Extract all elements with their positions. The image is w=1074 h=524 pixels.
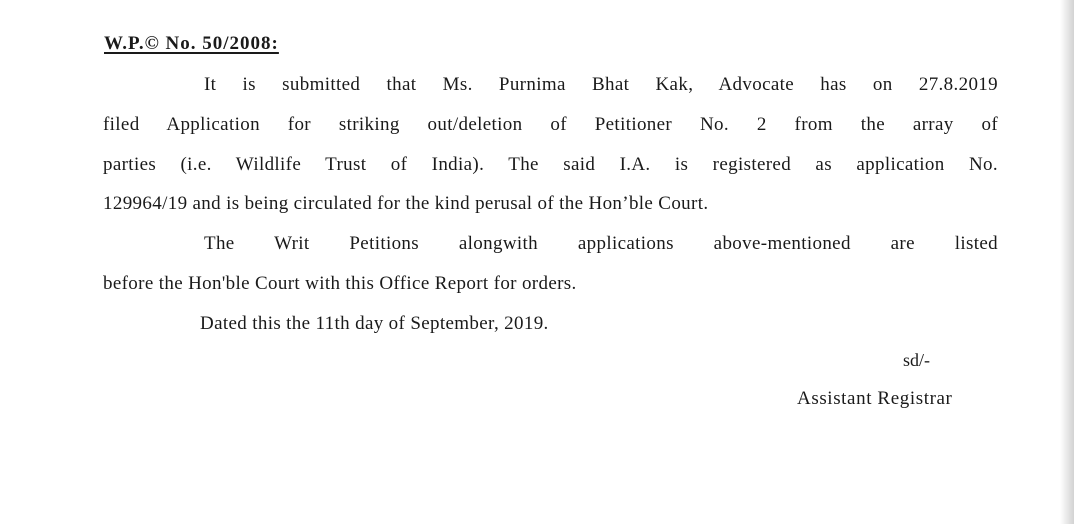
paragraph-1-line-1: It is submitted that Ms. Purnima Bhat Kak, Advocate has on 27.8.2019 xyxy=(204,74,998,95)
case-number: W.P.© No. 50/2008: xyxy=(104,33,279,54)
case-heading xyxy=(104,33,279,55)
paragraph-2-line-2: before the Hon'ble Court with this Office Report for orders. xyxy=(103,273,577,294)
paragraph-2-line-1: The Writ Petitions alongwith applications above-mentioned are listed xyxy=(204,233,998,254)
page-edge-shadow xyxy=(1060,0,1074,524)
paragraph-1-line-3: parties (i.e. Wildlife Trust of India). The said I.A. is registered as application No. xyxy=(103,154,998,175)
dated-line: Dated this the 11th day of September, 2019. xyxy=(200,313,549,334)
paragraph-1-line-4: 129964/19 and is being circulated for the kind perusal of the Hon’ble Court. xyxy=(103,193,709,214)
paragraph-1-line-2: filed Application for striking out/deletion of Petitioner No. 2 from the array of xyxy=(103,114,998,135)
signatory-designation: Assistant Registrar xyxy=(797,388,953,409)
signature-mark: sd/- xyxy=(903,350,930,370)
